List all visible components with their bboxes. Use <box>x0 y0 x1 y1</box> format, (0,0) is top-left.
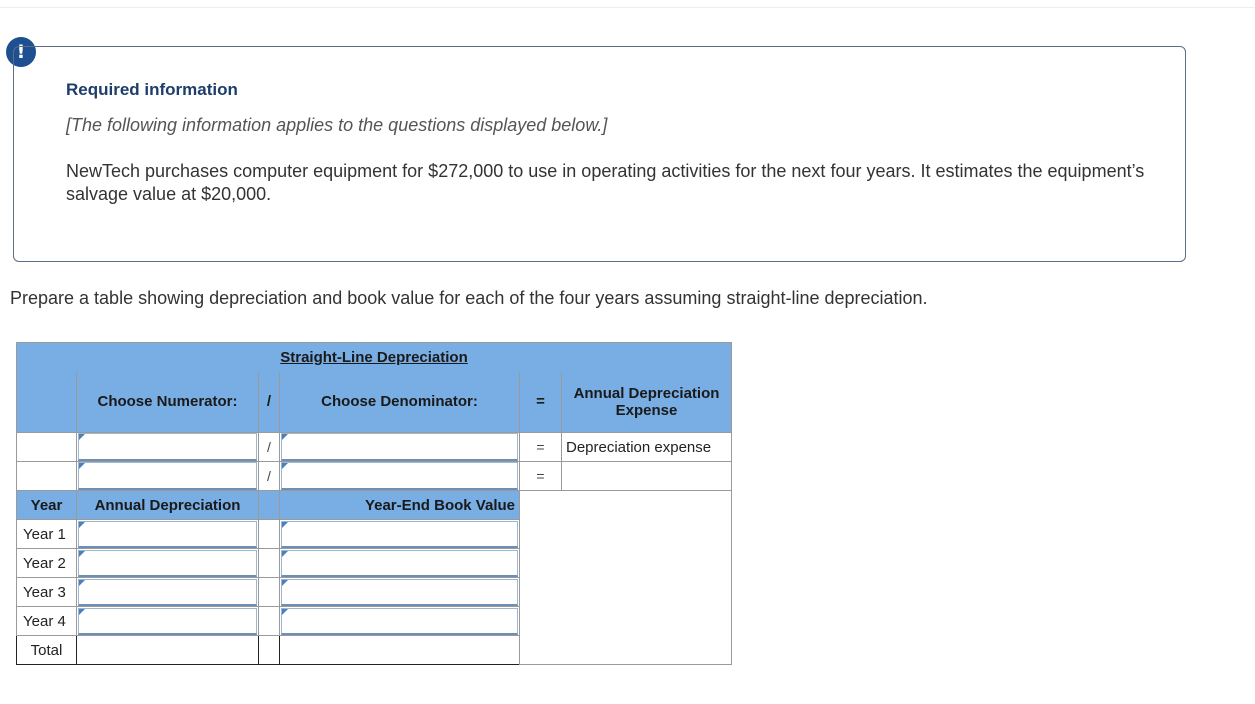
annual-depreciation-input-year-2[interactable] <box>78 550 257 577</box>
formula-row-blank <box>17 462 77 491</box>
formula-row-blank <box>17 433 77 462</box>
result-label: Depreciation expense <box>562 433 732 462</box>
result-input-cell[interactable] <box>562 462 732 491</box>
annual-depreciation-cell <box>77 520 259 549</box>
numerator-cell <box>77 462 259 491</box>
header-gap-cell <box>259 491 280 520</box>
header-blank-cell <box>17 372 77 433</box>
book-value-cell <box>280 578 520 607</box>
gap-cell <box>259 520 280 549</box>
annual-depreciation-input-year-4[interactable] <box>78 608 257 635</box>
schedule-side-blank <box>520 491 732 665</box>
book-value-cell <box>280 549 520 578</box>
year-end-book-value-header: Year-End Book Value <box>280 491 520 520</box>
annual-depreciation-input-year-1[interactable] <box>78 521 257 548</box>
numerator-dropdown-2[interactable] <box>78 462 257 490</box>
info-body: NewTech purchases computer equipment for $272,000 to use in operating activities for the next four years. It estimates the equipment’s salvage value at $20,000. <box>66 161 1145 204</box>
total-label: Total <box>17 636 77 665</box>
worksheet-title: Straight-Line Depreciation <box>17 343 732 372</box>
annual-depreciation-header: Annual Depreciation <box>77 491 259 520</box>
annual-depreciation-cell <box>77 578 259 607</box>
required-information-box <box>13 46 1186 262</box>
top-divider <box>0 7 1255 8</box>
book-value-input-year-2[interactable] <box>281 550 518 577</box>
book-value-cell <box>280 607 520 636</box>
info-title: Required information <box>66 80 238 99</box>
denominator-dropdown-1[interactable] <box>281 433 518 461</box>
annual-depreciation-cell <box>77 607 259 636</box>
straight-line-worksheet <box>16 342 732 665</box>
denominator-header: Choose Denominator: <box>280 372 520 433</box>
year-label: Year 2 <box>17 549 77 578</box>
alert-icon: ! <box>6 37 36 67</box>
book-value-input-year-4[interactable] <box>281 608 518 635</box>
total-annual-depreciation-cell <box>77 636 259 665</box>
numerator-dropdown-1[interactable] <box>78 433 257 461</box>
info-italic-note: [The following information applies to the questions displayed below.] <box>66 115 608 135</box>
gap-cell <box>259 578 280 607</box>
divide-symbol: / <box>259 433 280 462</box>
total-book-value-cell <box>280 636 520 665</box>
year-label: Year 1 <box>17 520 77 549</box>
denominator-cell <box>280 433 520 462</box>
gap-cell <box>259 607 280 636</box>
equals-header: = <box>520 372 562 433</box>
annual-depreciation-expense-header: Annual Depreciation Expense <box>562 372 732 433</box>
annual-depreciation-cell <box>77 549 259 578</box>
divide-symbol: / <box>259 462 280 491</box>
denominator-dropdown-2[interactable] <box>281 462 518 490</box>
denominator-cell <box>280 462 520 491</box>
question-instruction: Prepare a table showing depreciation and book value for each of the four years assuming straight-line depreciation. <box>10 288 928 308</box>
year-header: Year <box>17 491 77 520</box>
year-label: Year 4 <box>17 607 77 636</box>
book-value-cell <box>280 520 520 549</box>
numerator-header: Choose Numerator: <box>77 372 259 433</box>
numerator-cell <box>77 433 259 462</box>
annual-depreciation-input-year-3[interactable] <box>78 579 257 606</box>
book-value-input-year-3[interactable] <box>281 579 518 606</box>
total-gap-cell <box>259 636 280 665</box>
gap-cell <box>259 549 280 578</box>
year-label: Year 3 <box>17 578 77 607</box>
book-value-input-year-1[interactable] <box>281 521 518 548</box>
equals-symbol: = <box>520 433 562 462</box>
equals-symbol: = <box>520 462 562 491</box>
divide-header: / <box>259 372 280 433</box>
